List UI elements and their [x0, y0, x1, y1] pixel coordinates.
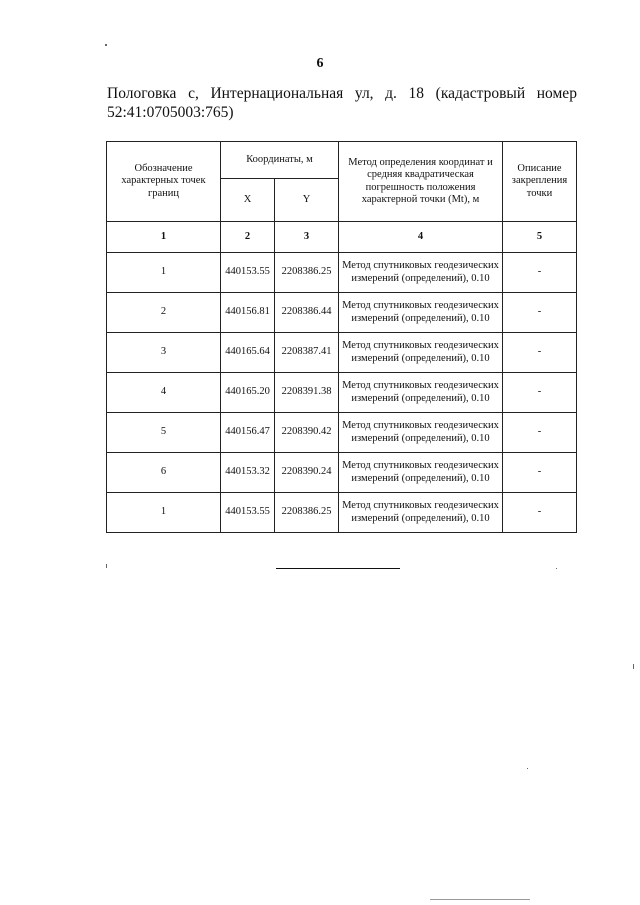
address-word: (кадастровый	[435, 85, 526, 102]
cell-description: -	[503, 493, 577, 533]
column-number: 2	[221, 222, 275, 253]
header-method: Метод определения координат и средняя квадратическая погрешность положения характерной точки (Mt), м	[339, 142, 503, 222]
cell-y: 2208390.42	[275, 413, 339, 453]
cell-y: 2208390.24	[275, 453, 339, 493]
address-word: 18	[408, 85, 425, 102]
address-word: Пологовка	[107, 85, 177, 102]
cell-x: 440153.55	[221, 493, 275, 533]
column-number: 5	[503, 222, 577, 253]
cell-y: 2208386.44	[275, 293, 339, 333]
cell-point: 3	[107, 333, 221, 373]
cell-point: 1	[107, 493, 221, 533]
cell-x: 440165.64	[221, 333, 275, 373]
scan-edge-mark	[430, 899, 530, 900]
cell-y: 2208387.41	[275, 333, 339, 373]
cell-point: 6	[107, 453, 221, 493]
column-number: 3	[275, 222, 339, 253]
column-number: 1	[107, 222, 221, 253]
table-row	[107, 373, 577, 413]
address-word: Интернациональная	[210, 85, 344, 102]
cell-y: 2208386.25	[275, 253, 339, 293]
address-line-1	[107, 84, 577, 103]
address-line-2: 52:41:0705003:765)	[107, 104, 234, 121]
cell-description: -	[503, 253, 577, 293]
cell-x: 440156.81	[221, 293, 275, 333]
cell-x: 440165.20	[221, 373, 275, 413]
address-word: ул,	[354, 85, 374, 102]
table-row	[107, 293, 577, 333]
cell-point: 5	[107, 413, 221, 453]
header-description: Описание закрепления точки	[503, 142, 577, 222]
coordinates-table	[106, 141, 577, 533]
cell-point: 2	[107, 293, 221, 333]
column-number: 4	[339, 222, 503, 253]
cell-method: Метод спутниковых геодезических измерений (определений), 0.10	[339, 253, 503, 293]
column-number-row	[107, 222, 577, 253]
cell-x: 440153.32	[221, 453, 275, 493]
cell-method: Метод спутниковых геодезических измерений (определений), 0.10	[339, 293, 503, 333]
cell-method: Метод спутниковых геодезических измерений (определений), 0.10	[339, 493, 503, 533]
table-row	[107, 453, 577, 493]
cell-description: -	[503, 453, 577, 493]
cell-point: 4	[107, 373, 221, 413]
header-y: Y	[275, 179, 339, 222]
cell-y: 2208391.38	[275, 373, 339, 413]
table-row	[107, 333, 577, 373]
scan-speck	[633, 664, 634, 669]
address-word: номер	[536, 85, 577, 102]
cell-point: 1	[107, 253, 221, 293]
cell-x: 440156.47	[221, 413, 275, 453]
cell-method: Метод спутниковых геодезических измерений (определений), 0.10	[339, 373, 503, 413]
table-row	[107, 413, 577, 453]
address-word: с,	[188, 85, 199, 102]
cell-description: -	[503, 333, 577, 373]
address-paragraph	[107, 84, 577, 122]
header-designation: Обозначение характерных точек границ	[107, 142, 221, 222]
scan-speck	[106, 564, 107, 568]
table-row	[107, 493, 577, 533]
cell-description: -	[503, 373, 577, 413]
cell-method: Метод спутниковых геодезических измерений (определений), 0.10	[339, 413, 503, 453]
cell-method: Метод спутниковых геодезических измерений (определений), 0.10	[339, 453, 503, 493]
cell-description: -	[503, 413, 577, 453]
table-row	[107, 253, 577, 293]
address-word: д.	[385, 85, 397, 102]
cell-y: 2208386.25	[275, 493, 339, 533]
cell-x: 440153.55	[221, 253, 275, 293]
cell-description: -	[503, 293, 577, 333]
signature-line	[276, 568, 400, 569]
scan-speck	[105, 44, 107, 46]
scan-speck	[527, 768, 528, 769]
header-coordinates: Координаты, м	[221, 142, 339, 179]
header-x: X	[221, 179, 275, 222]
table-header-row	[107, 142, 577, 179]
page-number: 6	[316, 56, 324, 71]
scan-speck	[556, 568, 557, 569]
cell-method: Метод спутниковых геодезических измерений (определений), 0.10	[339, 333, 503, 373]
